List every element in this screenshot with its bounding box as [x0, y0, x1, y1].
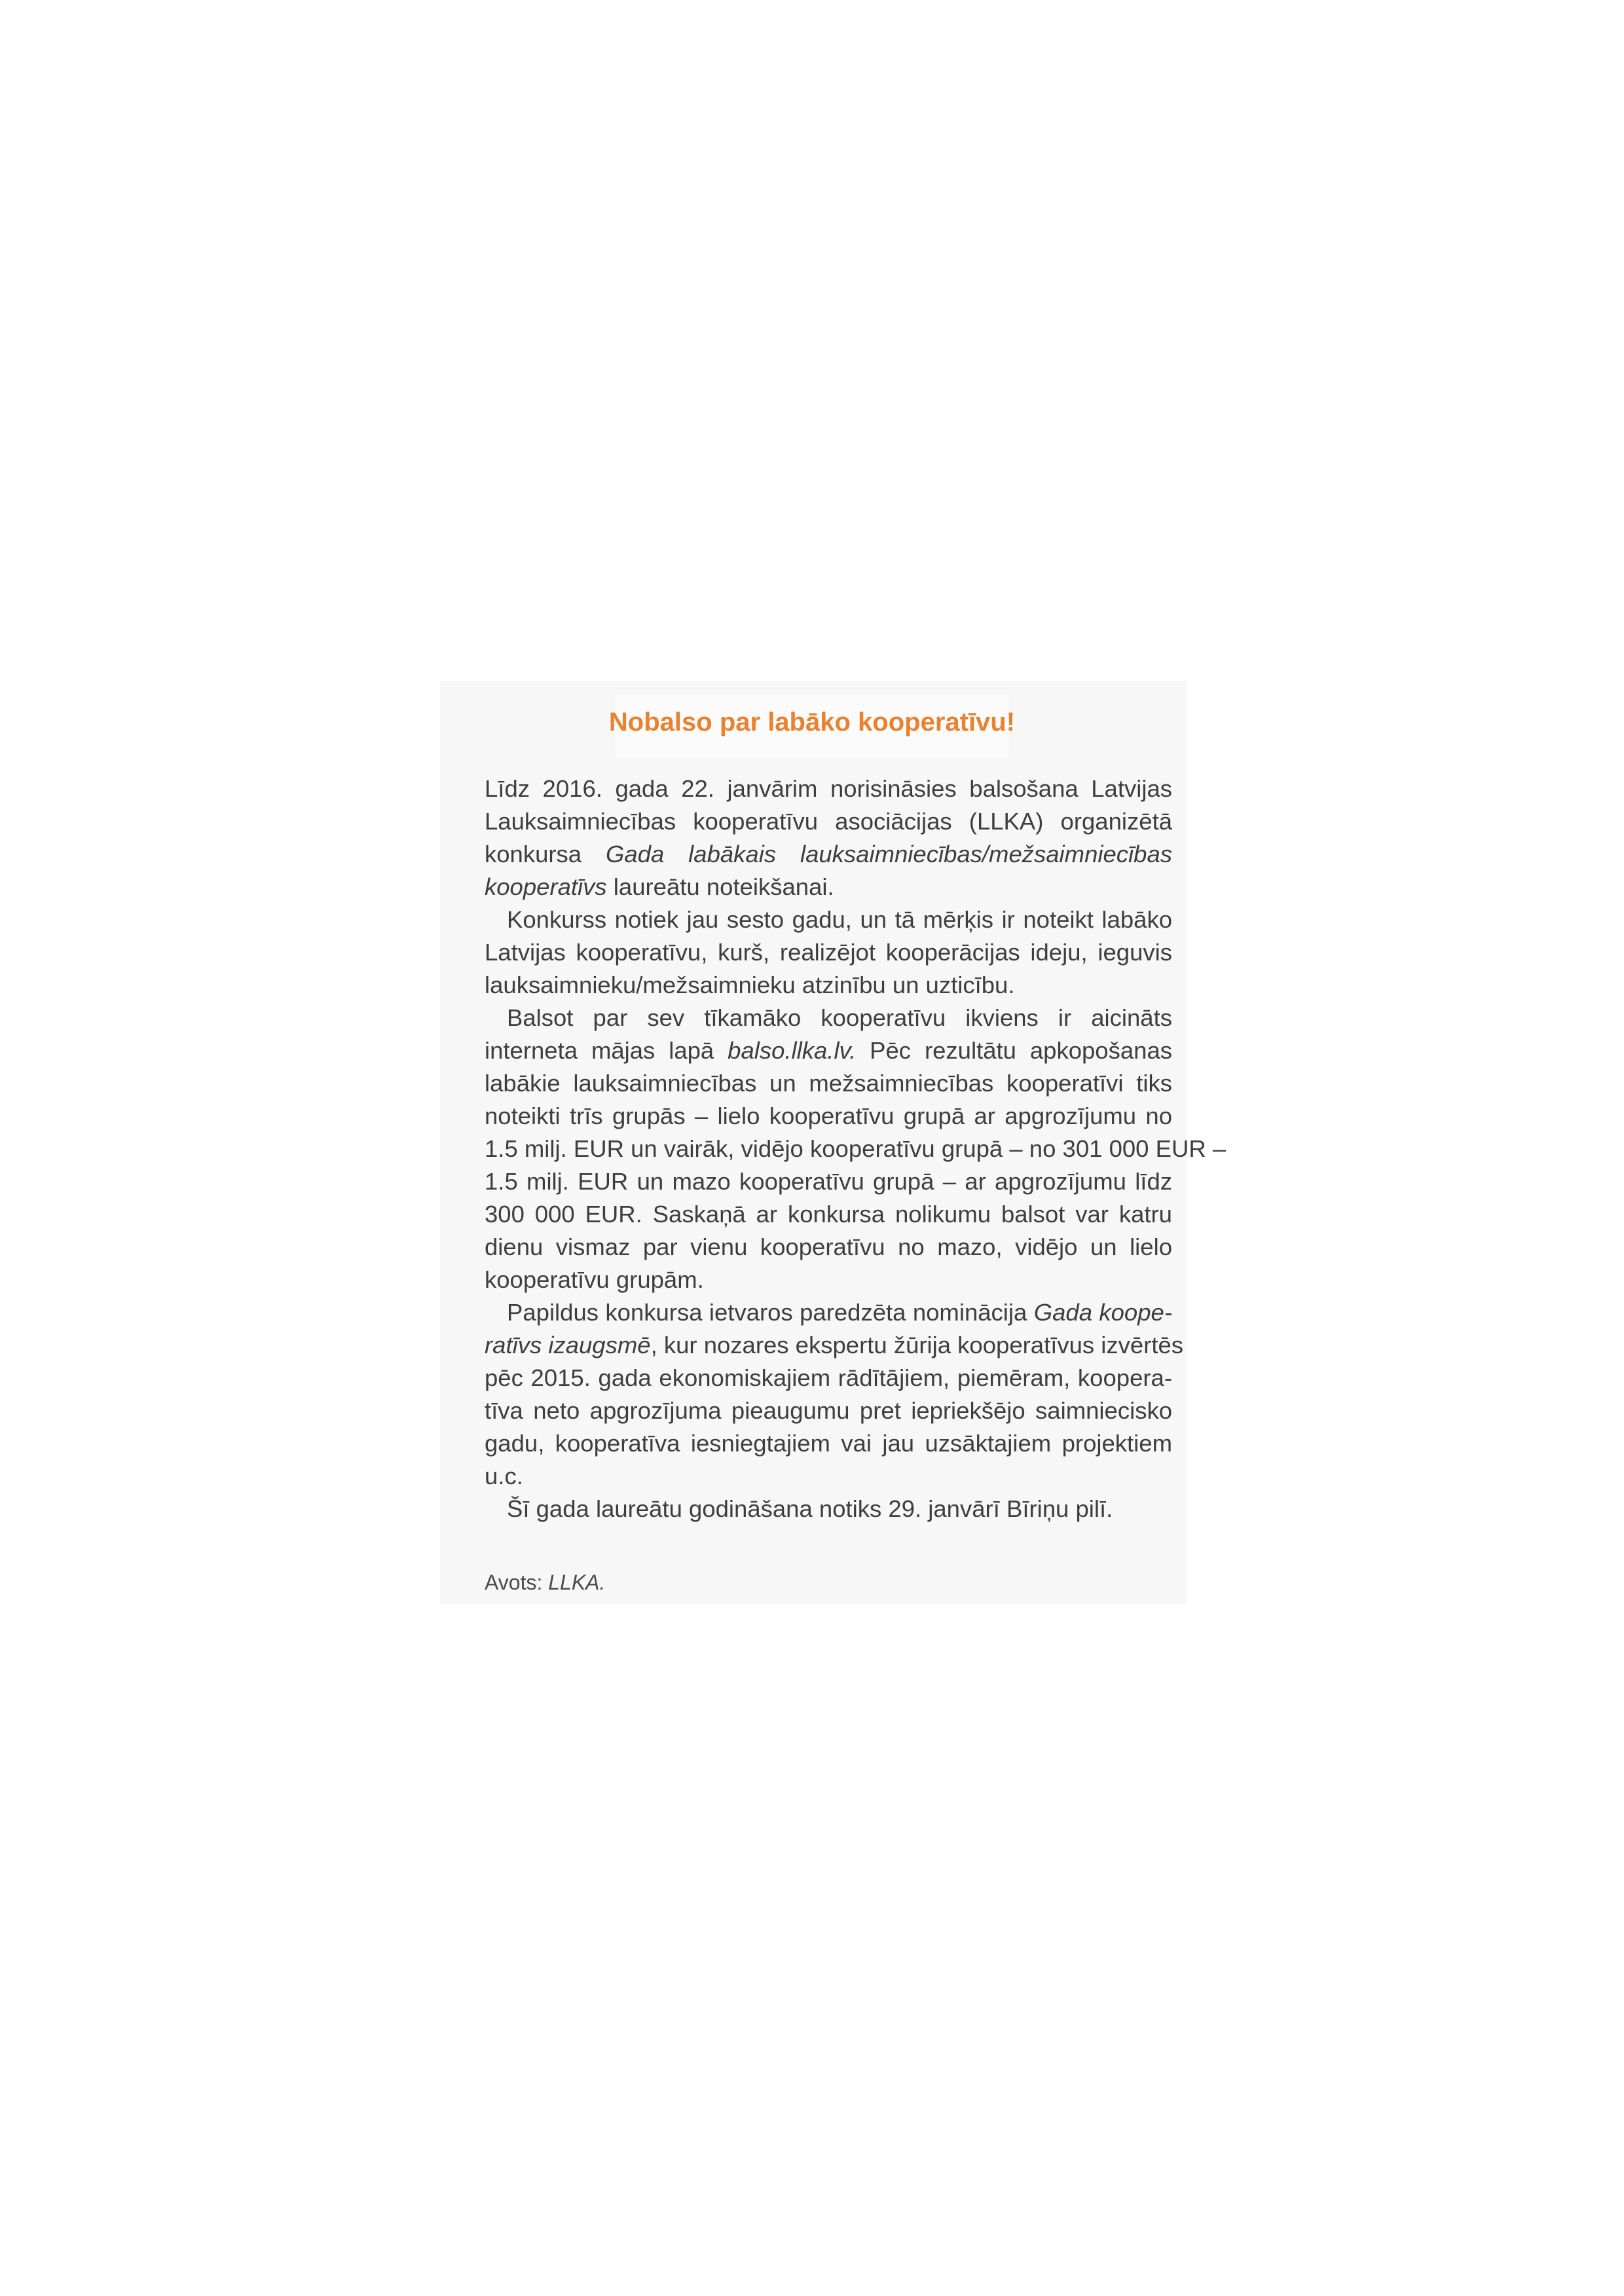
source-label: Avots:: [485, 1571, 549, 1594]
text-line: [485, 1133, 1227, 1165]
text-line: [485, 1493, 1172, 1525]
text-line: [485, 1362, 1172, 1394]
italic-text: kooperatīvs: [485, 873, 607, 900]
text-line: [485, 969, 1172, 1002]
text-segment: dienu vismaz par vienu kooperatīvu no mazo, vidējo un lielo: [485, 1233, 1172, 1260]
text-segment: u.c.: [485, 1463, 523, 1489]
text-line: [485, 1165, 1172, 1198]
text-line: [485, 805, 1172, 838]
italic-text: Gada labākais lauksaimniecības/mežsaimniecības: [606, 841, 1172, 867]
italic-text: balso.llka.lv.: [728, 1037, 857, 1064]
text-line: [485, 1002, 1172, 1034]
text-segment: Šī gada laureātu godināšana notiks 29. janvārī Bīriņu pilī.: [507, 1495, 1113, 1522]
text-segment: 1.5 milj. EUR un vairāk, vidējo kooperatīvu grupā – no 301 000 EUR –: [485, 1135, 1227, 1162]
italic-text: Gada koope-: [1033, 1299, 1172, 1326]
text-segment: Konkurss notiek jau sesto gadu, un tā mērķis ir noteikt labāko: [507, 906, 1172, 933]
text-segment: Balsot par sev tīkamāko kooperatīvu ikviens ir aicināts: [507, 1004, 1172, 1031]
text-line: [485, 1034, 1172, 1067]
text-line: [485, 1264, 1172, 1296]
text-line: [485, 1427, 1172, 1460]
text-line: [485, 1100, 1172, 1133]
text-line: [485, 1067, 1172, 1100]
text-line: [485, 1198, 1172, 1231]
text-line: [485, 1329, 1184, 1362]
source-value: LLKA.: [548, 1571, 606, 1594]
text-line: [485, 838, 1172, 871]
text-segment: labākie lauksaimniecības un mežsaimniecības kooperatīvi tiks: [485, 1070, 1172, 1097]
text-segment: noteikti trīs grupās – lielo kooperatīvu grupā ar apgrozījumu no: [485, 1102, 1172, 1129]
text-segment: 300 000 EUR. Saskaņā ar konkursa nolikumu balsot var katru: [485, 1201, 1172, 1228]
text-line: [485, 1460, 1172, 1493]
article-body: [485, 773, 1227, 1525]
text-segment: Latvijas kooperatīvu, kurš, realizējot kooperācijas ideju, ieguvis: [485, 939, 1172, 966]
source-line: [485, 1567, 605, 1597]
text-line: [485, 903, 1172, 936]
text-line: [485, 1231, 1172, 1264]
text-segment: interneta mājas lapā: [485, 1037, 728, 1064]
text-segment: konkursa: [485, 841, 606, 867]
text-line: [485, 936, 1172, 969]
article-title: Nobalso par labāko kooperatīvu!: [608, 708, 1016, 737]
text-segment: Papildus konkursa ietvaros paredzēta nominācija: [507, 1299, 1034, 1326]
text-segment: pēc 2015. gada ekonomiskajiem rādītājiem, piemēram, koopera-: [485, 1364, 1172, 1391]
text-segment: tīva neto apgrozījuma pieaugumu pret iepriekšējo saimniecisko: [485, 1397, 1172, 1424]
text-line: [485, 773, 1172, 805]
text-line: [485, 1394, 1172, 1427]
text-segment: laureātu noteikšanai.: [606, 873, 834, 900]
text-segment: Līdz 2016. gada 22. janvārim norisināsies balsošana Latvijas: [485, 775, 1172, 802]
text-segment: 1.5 milj. EUR un mazo kooperatīvu grupā – ar apgrozījumu līdz: [485, 1168, 1172, 1195]
text-segment: Lauksaimniecības kooperatīvu asociācijas (LLKA) organizētā: [485, 808, 1172, 835]
text-segment: Pēc rezultātu apkopošanas: [856, 1037, 1172, 1064]
text-segment: gadu, kooperatīva iesniegtajiem vai jau uzsāktajiem projektiem: [485, 1430, 1172, 1457]
text-line: [485, 871, 1172, 903]
text-line: [485, 1296, 1172, 1329]
italic-text: ratīvs izaugsmē: [485, 1332, 651, 1358]
text-segment: , kur nozares ekspertu žūrija kooperatīvus izvērtēs: [650, 1332, 1184, 1358]
text-segment: kooperatīvu grupām.: [485, 1266, 704, 1293]
text-segment: lauksaimnieku/mežsaimnieku atzinību un uzticību.: [485, 972, 1015, 998]
